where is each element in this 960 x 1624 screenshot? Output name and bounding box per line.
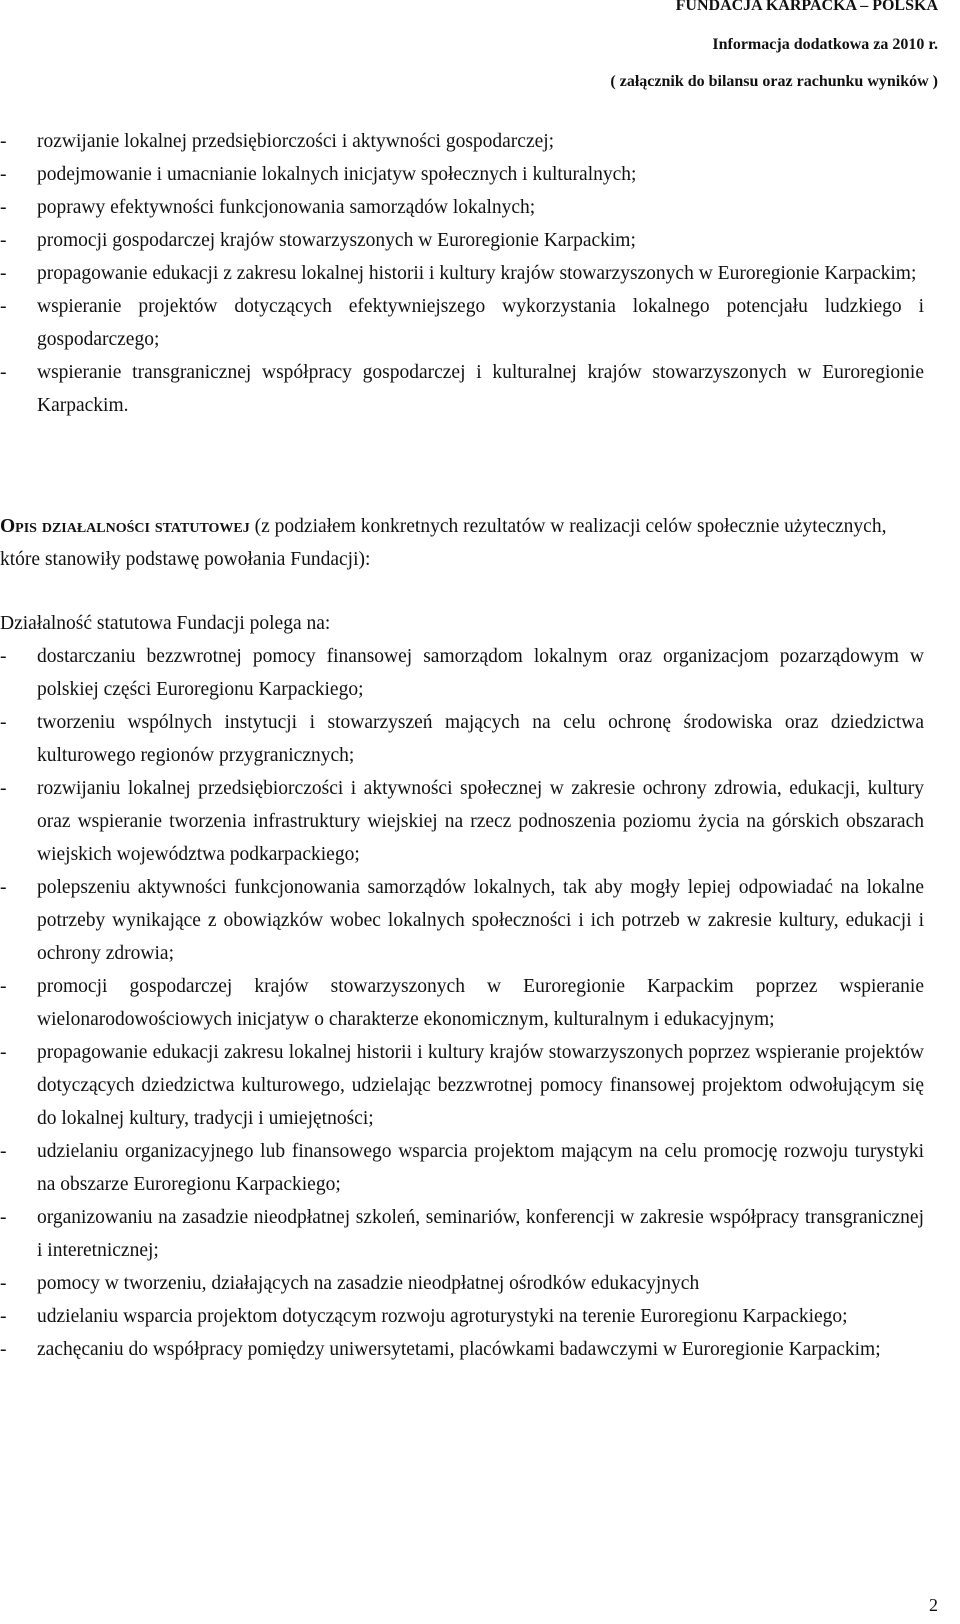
list-item-text: polepszeniu aktywności funkcjonowania samorządów lokalnych, tak aby mogły lepiej odpowiadać na lokalne potrzeby wynikające z obowiązków wobec lokalnych społeczności i ich potrzeb w zakresie kultury, edukacji i ochrony zdrowia; [37,877,924,964]
list-item-text: propagowanie edukacji z zakresu lokalnej historii i kultury krajów stowarzyszonych w Euroregionie Karpackim; [37,263,917,284]
bullet-dash: - [0,164,7,185]
bullet-dash: - [0,1141,7,1162]
list-item-text: zachęcaniu do współpracy pomiędzy uniwersytetami, placówkami badawczymi w Euroregionie Karpackim; [37,1339,881,1360]
bullet-dash: - [0,646,7,667]
list-item-text: pomocy w tworzeniu, działających na zasadzie nieodpłatnej ośrodków edukacyjnych [37,1273,700,1294]
list-item-text: rozwijanie lokalnej przedsiębiorczości i aktywności gospodarczej; [37,131,555,152]
list-item [0,224,924,257]
list-item [0,772,924,871]
list-item-text: wspieranie transgranicznej współpracy gospodarczej i kulturalnej krajów stowarzyszonych w Euroregionie Karpackim. [37,362,924,416]
header-organization: FUNDACJA KARPACKA – POLSKA [675,0,938,14]
list-item-text: poprawy efektywności funkcjonowania samorządów lokalnych; [37,197,536,218]
bullet-dash: - [0,362,7,383]
list-item [0,1036,924,1135]
bullet-dash: - [0,131,7,152]
list-item [0,125,924,158]
list-item [0,706,924,772]
bullet-dash: - [0,296,7,317]
page-number: 2 [929,1595,938,1615]
section-description: (z podziałem konkretnych rezultatów w realizacji celów społecznie użytecznych, które stanowiły podstawę powołania Fundacji): [0,516,887,570]
list-item [0,257,924,290]
activities-list [0,640,924,1366]
list-item [0,290,924,356]
header-report-title: Informacja dodatkowa za 2010 r. [712,36,938,53]
bullet-dash: - [0,712,7,733]
list-item-text: udzielaniu wsparcia projektom dotyczącym rozwoju agroturystyki na terenie Euroregionu Karpackiego; [37,1306,848,1327]
list-item [0,1333,924,1366]
bullet-dash: - [0,1339,7,1360]
list-item [0,970,924,1036]
bullet-dash: - [0,1306,7,1327]
list-item-text: propagowanie edukacji zakresu lokalnej historii i kultury krajów stowarzyszonych poprzez wspieranie projektów dotyczących dziedzictwa kulturowego, udzielając bezzwrotnej pomocy finansowej projektom odwołującym się do lokalnej kultury, tradycji i umiejętności; [37,1042,924,1129]
bullet-dash: - [0,877,7,898]
list-item-text: udzielaniu organizacyjnego lub finansowego wsparcia projektom mającym na celu promocję rozwoju turystyki na obszarze Euroregionu Karpackiego; [37,1141,924,1195]
bullet-dash: - [0,778,7,799]
list-item [0,191,924,224]
list-item-text: promocji gospodarczej krajów stowarzyszonych w Euroregionie Karpackim; [37,230,636,251]
bullet-dash: - [0,197,7,218]
bullet-dash: - [0,230,7,251]
header-subtitle: ( załącznik do bilansu oraz rachunku wyników ) [610,73,938,90]
list-item [0,1267,924,1300]
activities-intro: Działalność statutowa Fundacji polega na: [0,613,331,634]
bullet-dash: - [0,263,7,284]
list-item [0,640,924,706]
bullet-dash: - [0,1207,7,1228]
goals-list [0,125,924,422]
list-item [0,1300,924,1333]
list-item-text: tworzeniu wspólnych instytucji i stowarzyszeń mających na celu ochronę środowiska oraz dziedzictwa kulturowego regionów przygranicznych; [37,712,924,766]
list-item [0,1201,924,1267]
list-item-text: rozwijaniu lokalnej przedsiębiorczości i aktywności społecznej w zakresie ochrony zdrowia, edukacji, kultury oraz wspieranie tworzenia infrastruktury wiejskiej na rzecz podnoszenia poziomu życia na górskich obszarach wiejskich województwa podkarpackiego; [37,778,924,865]
list-item [0,1135,924,1201]
bullet-dash: - [0,1042,7,1063]
section-title: Opis działalności statutowej [0,516,250,537]
list-item [0,871,924,970]
list-item [0,158,924,191]
list-item-text: podejmowanie i umacnianie lokalnych inicjatyw społecznych i kulturalnych; [37,164,637,185]
list-item-text: dostarczaniu bezzwrotnej pomocy finansowej samorządom lokalnym oraz organizacjom pozarządowym w polskiej części Euroregionu Karpackiego; [37,646,924,700]
bullet-dash: - [0,1273,7,1294]
list-item-text: wspieranie projektów dotyczących efektywniejszego wykorzystania lokalnego potencjału ludzkiego i gospodarczego; [37,296,924,350]
list-item [0,356,924,422]
bullet-dash: - [0,976,7,997]
list-item-text: promocji gospodarczej krajów stowarzyszonych w Euroregionie Karpackim poprzez wspieranie wielonarodowościowych inicjatyw o charakterze ekonomicznym, kulturalnym i edukacyjnym; [37,976,924,1030]
list-item-text: organizowaniu na zasadzie nieodpłatnej szkoleń, seminariów, konferencji w zakresie współpracy transgranicznej i interetnicznej; [37,1207,924,1261]
section-heading [0,510,924,576]
